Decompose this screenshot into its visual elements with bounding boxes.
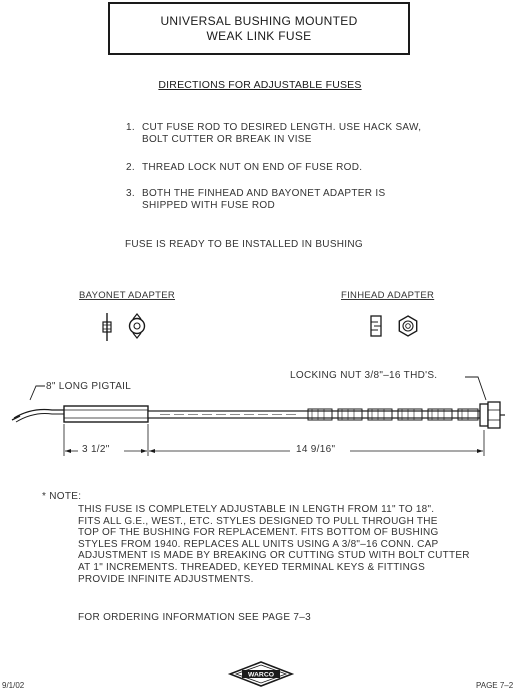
note-line-2: FITS ALL G.E., WEST., ETC. STYLES DESIGNED TO PULL THROUGH THE [78,515,438,527]
step-2-text: THREAD LOCK NUT ON END OF FUSE ROD. [142,162,363,173]
ready-text: FUSE IS READY TO BE INSTALLED IN BUSHING [125,239,363,250]
warco-logo-text: WARCO [247,671,275,679]
title-line-2: WEAK LINK FUSE [206,29,312,43]
note-line-6: AT 1" INCREMENTS. THREADED, KEYED TERMINAL KEYS & FITTINGS [78,561,425,573]
note-line-5: ADJUSTMENT IS MADE BY BREAKING OR CUTTING STUD WITH BOLT CUTTER [78,550,470,562]
ordering-info: FOR ORDERING INFORMATION SEE PAGE 7–3 [78,612,311,623]
directions-heading: DIRECTIONS FOR ADJUSTABLE FUSES [158,79,362,91]
note-line-3: TOP OF THE BUSHING FOR REPLACEMENT. FITS BOTTOM OF BUSHING [78,527,439,539]
bayonet-adapter-label: BAYONET ADAPTER [79,290,176,301]
note-body [78,504,518,585]
footer-page: PAGE 7–2 [476,681,514,690]
pigtail-label: 8" LONG PIGTAIL [46,381,132,392]
step-2-number: 2. [126,162,135,173]
step-3-number: 3. [126,188,135,199]
finhead-adapter-label: FINHEAD ADAPTER [341,290,435,301]
dimension-short-label: 3 1/2" [82,444,110,455]
step-1-text: CUT FUSE ROD TO DESIRED LENGTH. USE HACK SAW, BOLT CUTTER OR BREAK IN VISE [142,122,422,145]
note-line-1: THIS FUSE IS COMPLETELY ADJUSTABLE IN LENGTH FROM 11" TO 18". [78,504,435,515]
note-line-7: PROVIDE INFINITE ADJUSTMENTS. [78,573,254,585]
note-line-4: STYLES FROM 1940. REPLACES ALL UNITS USING A 3/8"–16 CONN. CAP [78,538,439,550]
step-3-text: BOTH THE FINHEAD AND BAYONET ADAPTER IS SHIPPED WITH FUSE ROD [142,188,386,211]
title-line-1: UNIVERSAL BUSHING MOUNTED [160,14,358,28]
locking-nut-label: LOCKING NUT 3/8"–16 THD'S. [290,370,438,381]
footer-date: 9/1/02 [2,681,25,690]
dimension-long-label: 14 9/16" [296,444,336,455]
note-label: * NOTE: [42,491,82,502]
warco-logo [228,661,294,687]
step-1-number: 1. [126,122,135,133]
